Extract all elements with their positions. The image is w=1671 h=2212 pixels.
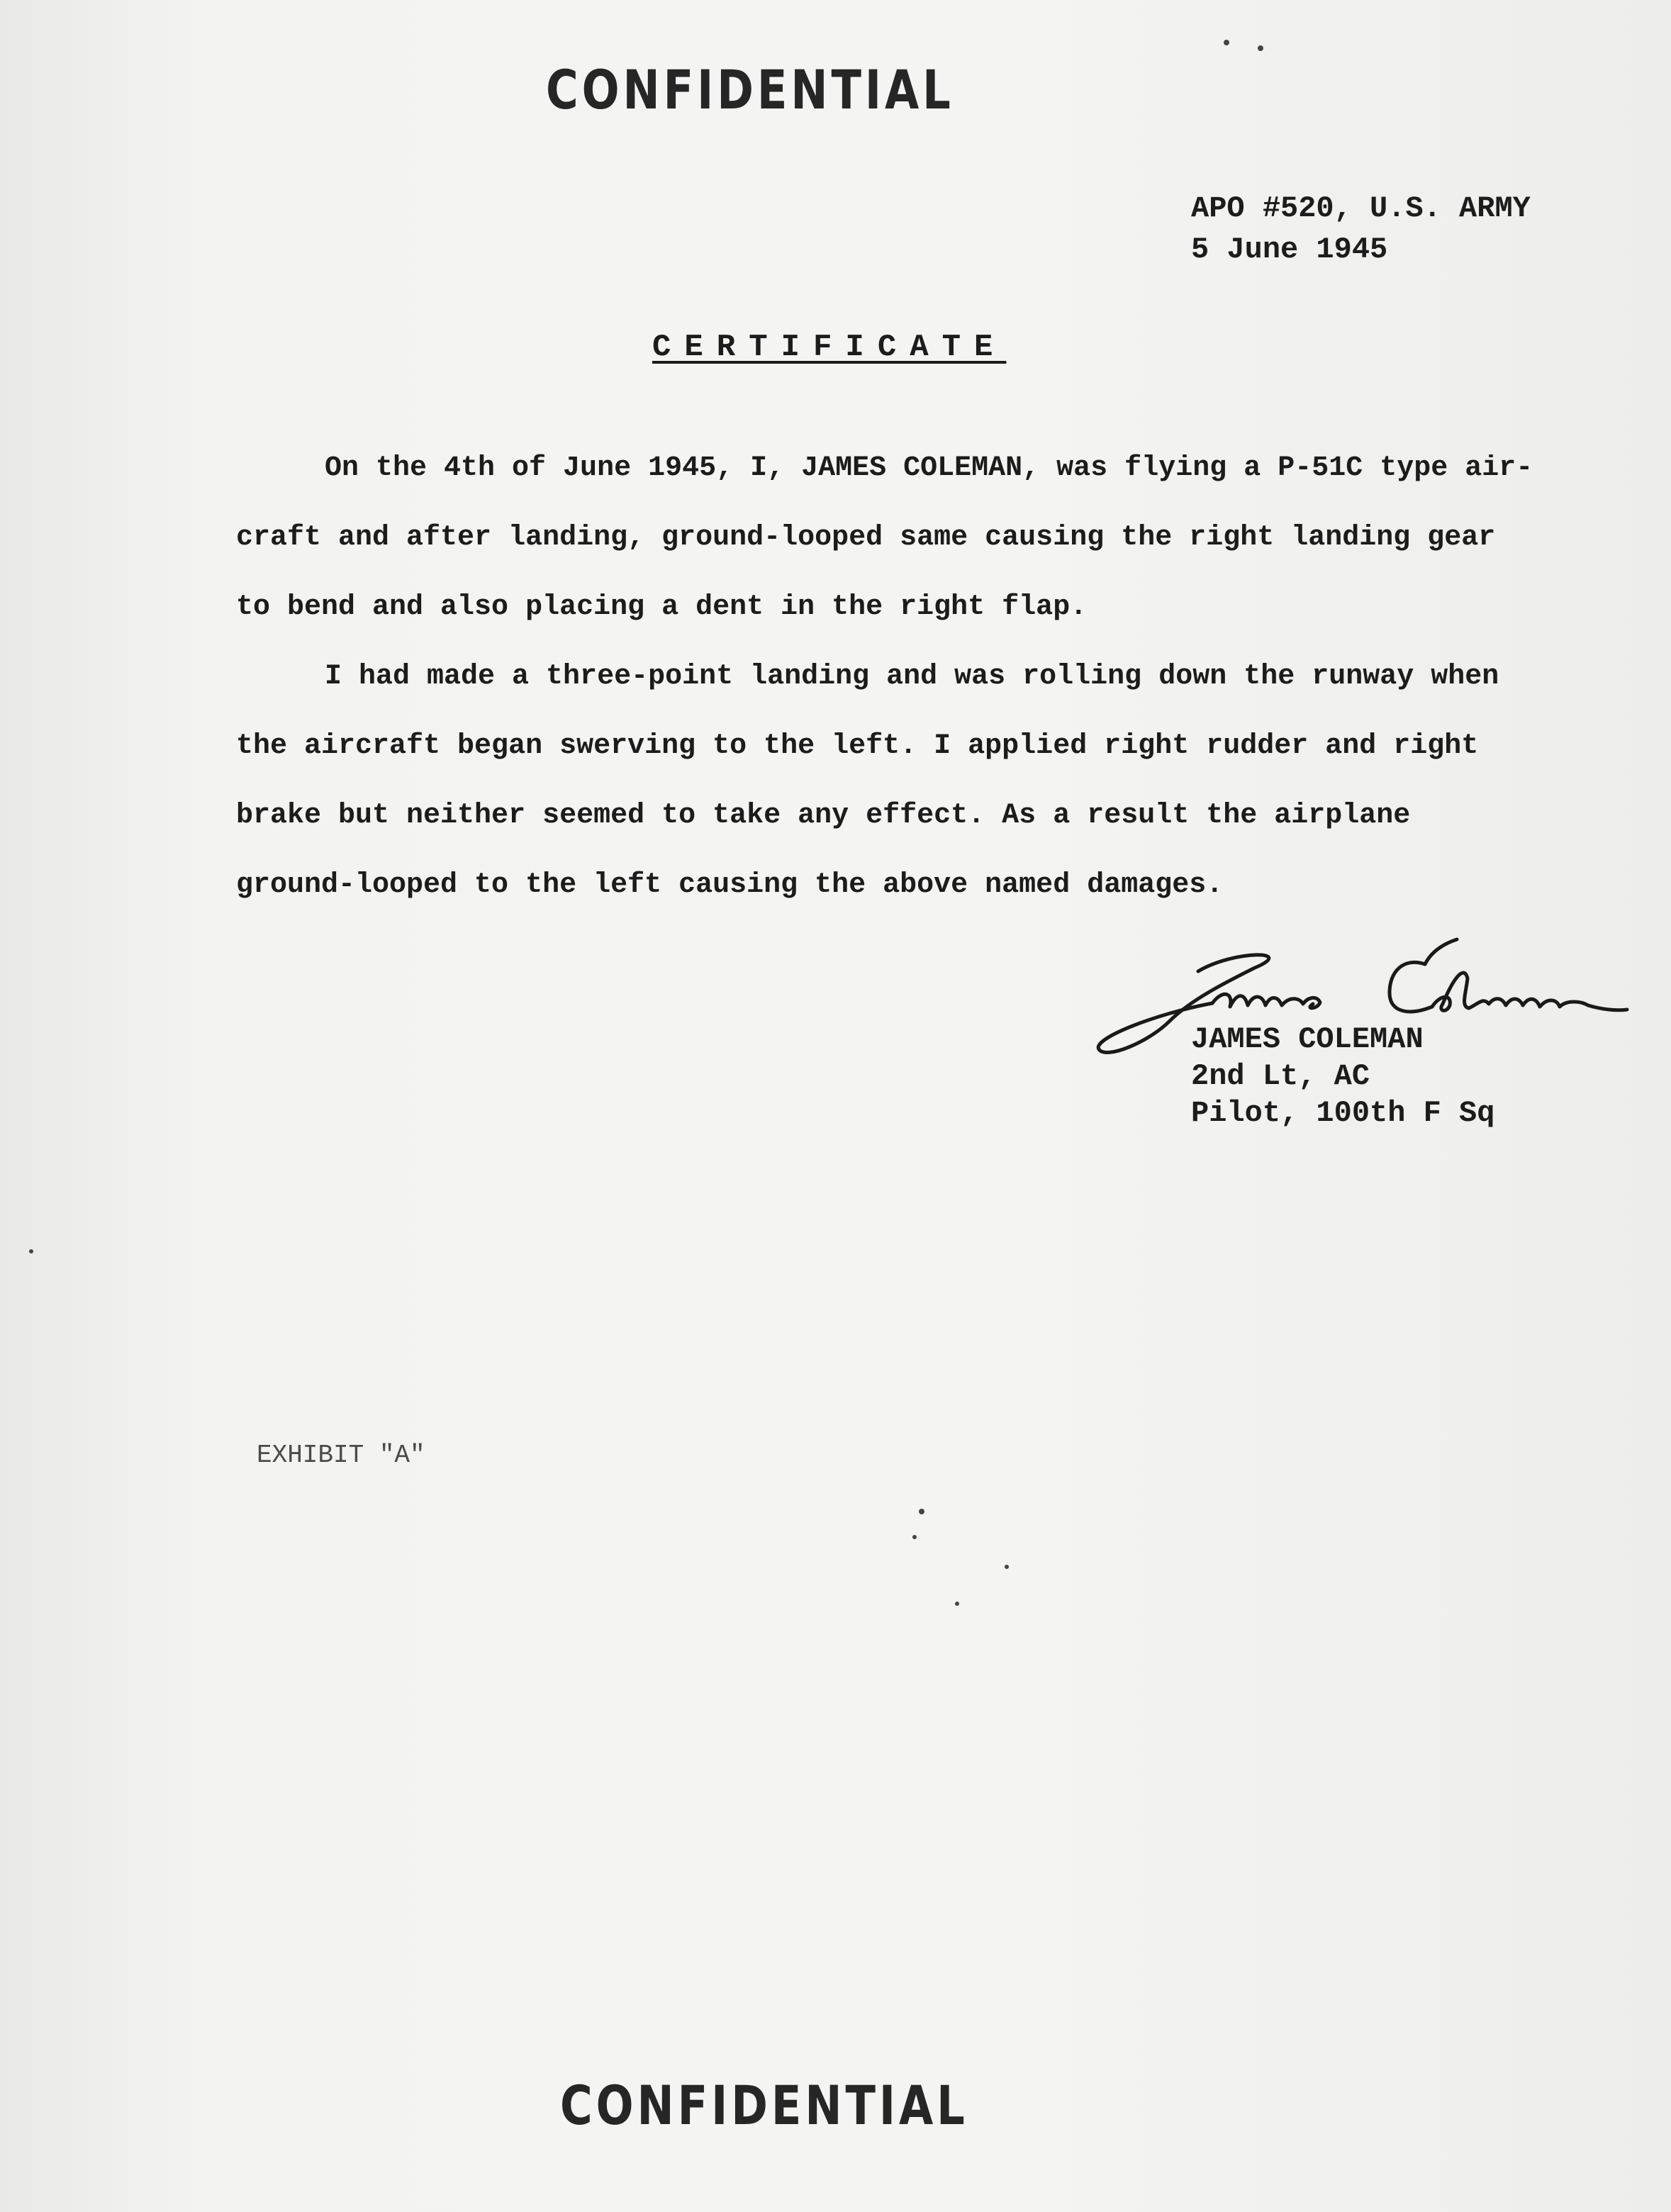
date-line: 5 June 1945 [1191, 233, 1388, 267]
paragraph-1-line-2: craft and after landing, ground-looped same causing the right landing gear [236, 522, 1496, 554]
paragraph-2-line-4: ground-looped to the left causing the above named damages. [236, 869, 1224, 901]
signer-position: Pilot, 100th F Sq [1191, 1096, 1495, 1130]
paragraph-2-line-1: I had made a three-point landing and was rolling down the runway when [325, 661, 1499, 693]
header-block [1191, 188, 1531, 270]
paragraph-2 [236, 642, 1533, 920]
body-text [236, 434, 1533, 920]
paragraph-1-line-1: On the 4th of June 1945, I, JAMES COLEMAN, was flying a P-51C type air- [325, 452, 1533, 484]
confidential-stamp-bottom: CONFIDENTIAL [560, 2074, 968, 2137]
signature-block [1191, 1021, 1494, 1132]
paragraph-1-line-3: to bend and also placing a dent in the right flap. [236, 591, 1088, 623]
confidential-stamp-top: CONFIDENTIAL [546, 58, 954, 121]
paragraph-2-line-2: the aircraft began swerving to the left. I applied right rudder and right [236, 730, 1479, 762]
paragraph-1 [236, 434, 1533, 642]
location-line: APO #520, U.S. ARMY [1191, 191, 1531, 225]
document-title: CERTIFICATE [652, 330, 1007, 365]
exhibit-label: EXHIBIT "A" [257, 1441, 425, 1470]
signer-name: JAMES COLEMAN [1191, 1022, 1424, 1056]
signer-rank: 2nd Lt, AC [1191, 1059, 1370, 1093]
paragraph-2-line-3: brake but neither seemed to take any effect. As a result the airplane [236, 800, 1411, 832]
